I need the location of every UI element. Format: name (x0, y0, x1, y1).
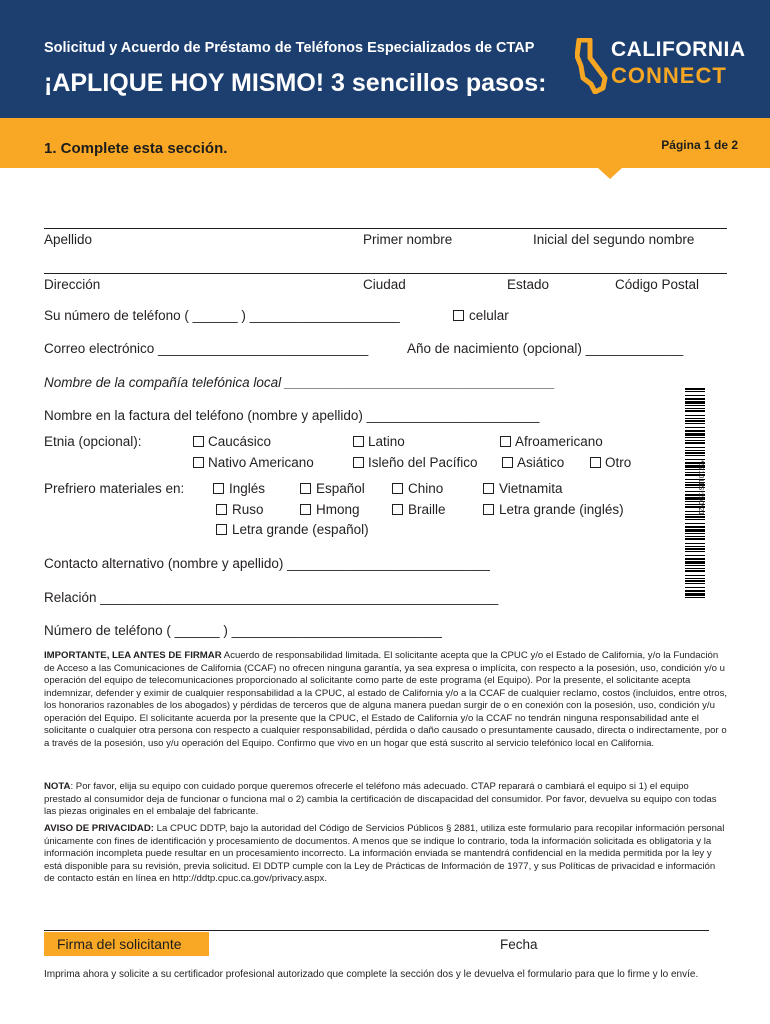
barcode-stripe (685, 405, 705, 406)
barcode-stripe (685, 543, 705, 544)
ethnicity-checkbox[interactable] (502, 457, 513, 468)
materials-checkbox[interactable] (392, 504, 403, 515)
barcode-stripe (685, 391, 705, 392)
barcode-text: *521011S*200*21 (697, 460, 704, 516)
materials-option: Braille (408, 502, 446, 517)
first-name-label: Primer nombre (363, 232, 453, 247)
city-label: Ciudad (363, 277, 406, 292)
barcode-stripe (685, 580, 705, 582)
barcode-stripe (685, 442, 705, 444)
barcode-stripe (685, 423, 705, 424)
materials-checkbox[interactable] (300, 483, 311, 494)
barcode-stripe (685, 538, 705, 540)
birth-year-field[interactable]: Año de nacimiento (opcional) _____________ (407, 341, 684, 356)
ethnicity-checkbox[interactable] (353, 457, 364, 468)
ethnicity-option: Latino (368, 434, 405, 449)
barcode-stripe (685, 546, 705, 547)
barcode-stripe (685, 430, 705, 432)
materials-option: Vietnamita (499, 481, 563, 496)
email-field[interactable]: Correo electrónico ____________________________ (44, 341, 369, 356)
form-subtitle: Solicitud y Acuerdo de Préstamo de Teléfonos Especializados de CTAP (44, 40, 535, 56)
zip-label: Código Postal (615, 277, 700, 292)
important-lead: IMPORTANTE, LEA ANTES DE FIRMAR (44, 650, 222, 661)
ethnicity-option: Asiático (517, 455, 565, 470)
last-name-label: Apellido (44, 232, 93, 247)
barcode-stripe (685, 561, 705, 564)
barcode-stripe (685, 447, 705, 448)
name-line[interactable] (44, 228, 727, 229)
ethnicity-checkbox[interactable] (353, 436, 364, 447)
ethnicity-checkbox[interactable] (193, 457, 204, 468)
barcode-stripe (685, 590, 705, 592)
privacy-lead: AVISO DE PRIVACIDAD: (44, 823, 154, 834)
barcode-stripe (685, 593, 705, 596)
california-state-icon (575, 38, 609, 94)
materials-checkbox[interactable] (216, 504, 227, 515)
important-body: Acuerdo de responsabilidad limitada. El solicitante acepta que la CPUC y/o el Estado de California, y/o la Fundación de Acceso a las Comunicaciones de California (CCAF) no ofrecen ninguna garantía, ya sea expresa o implícita, con respecto a la posesión, uso, condición y/o u operación del equipo de telecomunicaciones proporcionado al solicitante como parte de este programa (el Equipo). Por la presente, el solicitante acepta indemnizar, defender y eximir de cualquier responsabilidad a la CPUC, al estado de California y/o a la CCAF de cualquier reclamo, costos (incluidos, entre otros, los honorarios razonables de los abogados) y pérdidas de terceros que de alguna manera puedan surgir de o en conexión con la posesión, uso, condición y/u operación del Equipo. El solicitante acuerda por la presente que la CPUC, el Estado de California y/o la CCAF no tendrán ninguna responsabilidad ante el solicitante o cualquier otra persona con respecto a cualquier responsabilidad, pérdida o daño causado o presuntamente causado, directa o indirectamente, por o a través de la posesión, uso y/u operación del Equipo. Confirmo que vivo en un hogar que está suscrito al servicio telefónico local en California. (44, 650, 728, 749)
barcode-stripe (685, 415, 705, 416)
footer-instructions: Imprima ahora y solicite a su certificador profesional autorizado que complete la sección dos y le devuelva el formulario para que lo firme y lo envíe. (44, 969, 699, 980)
barcode-stripe (685, 437, 705, 438)
logo-text-connect: CONNECT (611, 63, 727, 88)
barcode-stripe (685, 536, 705, 537)
barcode-stripe (685, 570, 705, 572)
ethnicity-option: Caucásico (208, 434, 272, 449)
materials-option: Hmong (316, 502, 360, 517)
ethnicity-option: Isleño del Pacífico (368, 455, 478, 470)
barcode-stripe (685, 450, 705, 451)
alt-phone-field[interactable]: Número de teléfono ( ______ ) ____________________________ (44, 623, 442, 638)
signature-line[interactable] (44, 930, 709, 931)
bill-name-field[interactable]: Nombre en la factura del teléfono (nombre y apellido) _______________________ (44, 408, 540, 423)
ethnicity-label: Etnia (opcional): (44, 434, 142, 449)
barcode-stripe (685, 551, 705, 552)
barcode-stripe (685, 440, 705, 441)
ethnicity-option: Otro (605, 455, 632, 470)
barcode-stripe (685, 420, 705, 422)
privacy-body: La CPUC DDTP, bajo la autoridad del Código de Servicios Públicos § 2881, utiliza este formulario para recopilar información personal únicamente con fines de identificación y procesamiento de documentos. A menos que se indique lo contrario, toda la información solicitada es obligatoria y la información incompleta puede resultar en un procesamiento incorrecto. La información enviada se mantendrá confidencial en la medida permitida por la ley y está disponible para su revisión, previa solicitud. El DDTP cumple con la Ley de Prácticas de Información de 1977, y sus Políticas de privacidad e información de contacto están en línea en http://ddtp.cpuc.ca.gov/privacy.aspx. (44, 823, 725, 884)
barcode-stripe (685, 578, 705, 579)
ethnicity-option: Afroamericano (515, 434, 603, 449)
barcode-stripe (685, 516, 705, 518)
signature-label-box (44, 932, 209, 956)
note-paragraph (44, 781, 728, 819)
ethnicity-option: Nativo Americano (208, 455, 314, 470)
barcode-stripe (685, 555, 705, 556)
barcode-stripe (685, 575, 705, 576)
materials-label: Prefriero materiales en: (44, 481, 185, 496)
date-label: Fecha (500, 937, 538, 952)
barcode-stripe (685, 410, 705, 412)
cell-label: celular (469, 308, 509, 323)
materials-checkbox[interactable] (483, 504, 494, 515)
barcode-stripe (685, 533, 705, 534)
cell-checkbox[interactable] (453, 310, 464, 321)
materials-option: Letra grande (inglés) (499, 502, 624, 517)
materials-option: Chino (408, 481, 444, 496)
barcode-stripe (685, 395, 705, 396)
barcode-stripe (685, 455, 705, 456)
barcode-stripe (685, 526, 705, 528)
state-label: Estado (507, 277, 550, 292)
section-bar (0, 118, 770, 168)
materials-option: Letra grande (español) (232, 522, 369, 537)
ethnicity-checkbox[interactable] (193, 436, 204, 447)
header-banner (0, 0, 770, 118)
materials-checkbox[interactable] (216, 524, 227, 535)
barcode-stripe (685, 427, 705, 428)
materials-checkbox[interactable] (392, 483, 403, 494)
materials-option: Inglés (229, 481, 266, 496)
barcode-stripe (685, 529, 705, 532)
middle-initial-label: Inicial del segundo nombre (533, 232, 695, 247)
section-arrow-icon (598, 168, 622, 179)
barcode-stripe (685, 548, 705, 550)
address-line[interactable] (44, 273, 727, 274)
materials-option: Ruso (232, 502, 264, 517)
barcode-stripe (685, 388, 705, 390)
privacy-paragraph (44, 823, 728, 886)
alt-contact-field[interactable]: Contacto alternativo (nombre y apellido) ___________________________ (44, 556, 490, 571)
section-title: 1. Complete esta sección. (44, 140, 228, 157)
note-body: : Por favor, elija su equipo con cuidado porque queremos ofrecerle el teléfono más adecuado. CTAP reparará o cambiará el equipo si 1) el equipo prestado al consumidor deja de funcionar o funciona mal o 2) cambia la certificación de discapacidad del consumidor. Por favor, devuelva su equipo con todas las piezas originales en el embalaje del fabricante. (44, 781, 717, 817)
barcode-stripe (685, 452, 705, 454)
relation-field[interactable]: Relación _____________________________________________________ (44, 590, 499, 605)
phone-field[interactable]: Su número de teléfono ( ______ ) ____________________ (44, 308, 400, 323)
barcode-stripe (685, 523, 705, 524)
phone-company-field[interactable]: Nombre de la compañía telefónica local ____________________________________ (44, 375, 556, 390)
form-title: ¡APLIQUE HOY MISMO! 3 sencillos pasos: (44, 69, 547, 97)
logo-text-california: CALIFORNIA (611, 38, 746, 61)
signature-label: Firma del solicitante (57, 936, 182, 952)
barcode-stripe (685, 519, 705, 520)
materials-checkbox[interactable] (300, 504, 311, 515)
page-number: Página 1 de 2 (661, 138, 738, 152)
barcode-stripe (685, 433, 705, 436)
barcode-stripe (685, 583, 705, 584)
barcode-stripe (685, 587, 705, 588)
barcode-stripe (685, 565, 705, 566)
barcode-stripe (685, 401, 705, 404)
barcode-stripe (685, 558, 705, 560)
materials-checkbox[interactable] (483, 483, 494, 494)
barcode-stripe (685, 568, 705, 569)
note-lead: NOTA (44, 781, 71, 792)
barcode-stripe (685, 597, 705, 598)
ethnicity-checkbox[interactable] (500, 436, 511, 447)
california-connect-logo (575, 38, 746, 94)
barcode-stripe (685, 408, 705, 409)
materials-checkbox[interactable] (213, 483, 224, 494)
ethnicity-checkbox[interactable] (590, 457, 601, 468)
materials-option: Español (316, 481, 365, 496)
barcode-stripe (685, 398, 705, 400)
important-paragraph (44, 650, 728, 750)
barcode-stripe (685, 418, 705, 419)
address-label: Dirección (44, 277, 101, 292)
